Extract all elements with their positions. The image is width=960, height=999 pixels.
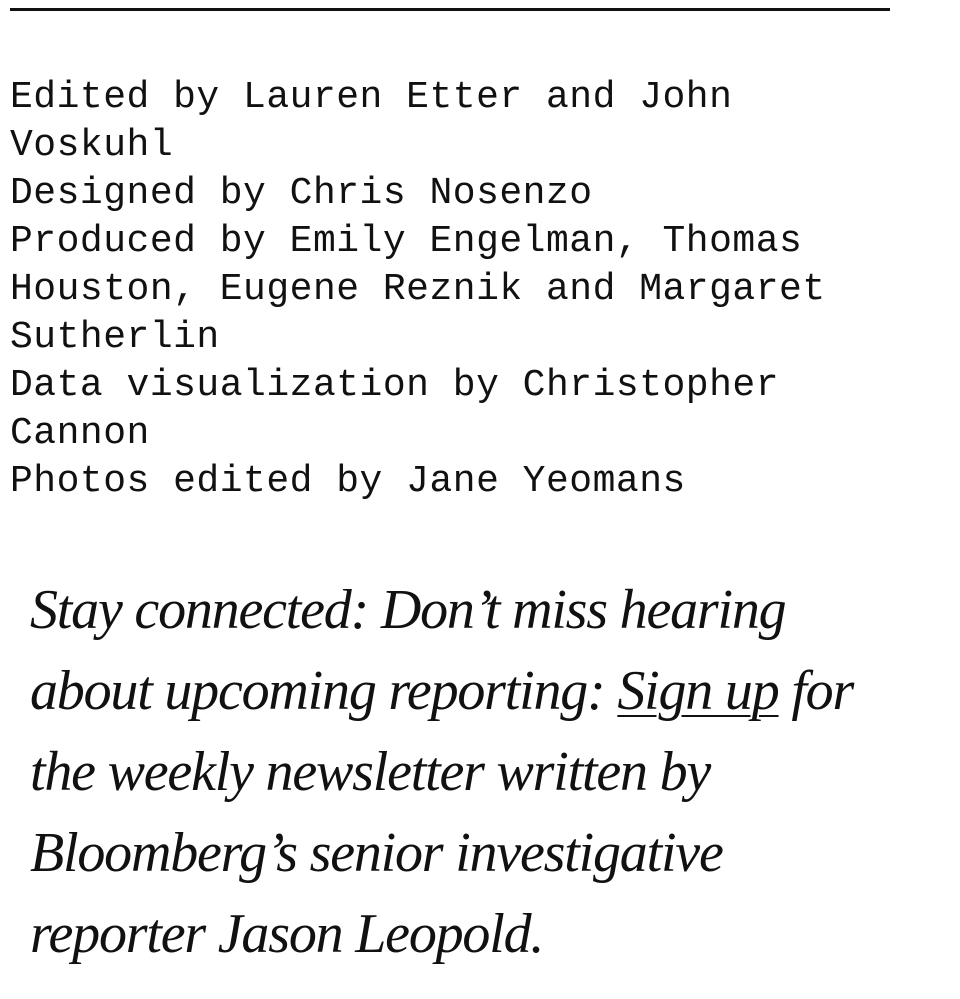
newsletter-prefix: Stay connected: Don’t miss hearing about upcoming reporting: [30, 579, 786, 722]
credit-data-visualization: Data visualization by Christopher Cannon [10, 364, 803, 455]
credit-design: Designed by Chris Nosenzo [10, 172, 593, 215]
sign-up-link[interactable]: Sign up [617, 660, 779, 722]
credit-editors: Edited by Lauren Etter and John Voskuhl [10, 76, 756, 167]
credits-block [10, 74, 890, 506]
top-divider [10, 8, 890, 11]
credit-photos: Photos edited by Jane Yeomans [10, 460, 686, 503]
newsletter-suffix: for the weekly newsletter written by Bloomberg’s senior investigative reporter Jason Leopold. [30, 660, 854, 965]
newsletter-promo [30, 570, 880, 975]
credit-production: Produced by Emily Engelman, Thomas Houston, Eugene Reznik and Margaret Sutherlin [10, 220, 849, 359]
